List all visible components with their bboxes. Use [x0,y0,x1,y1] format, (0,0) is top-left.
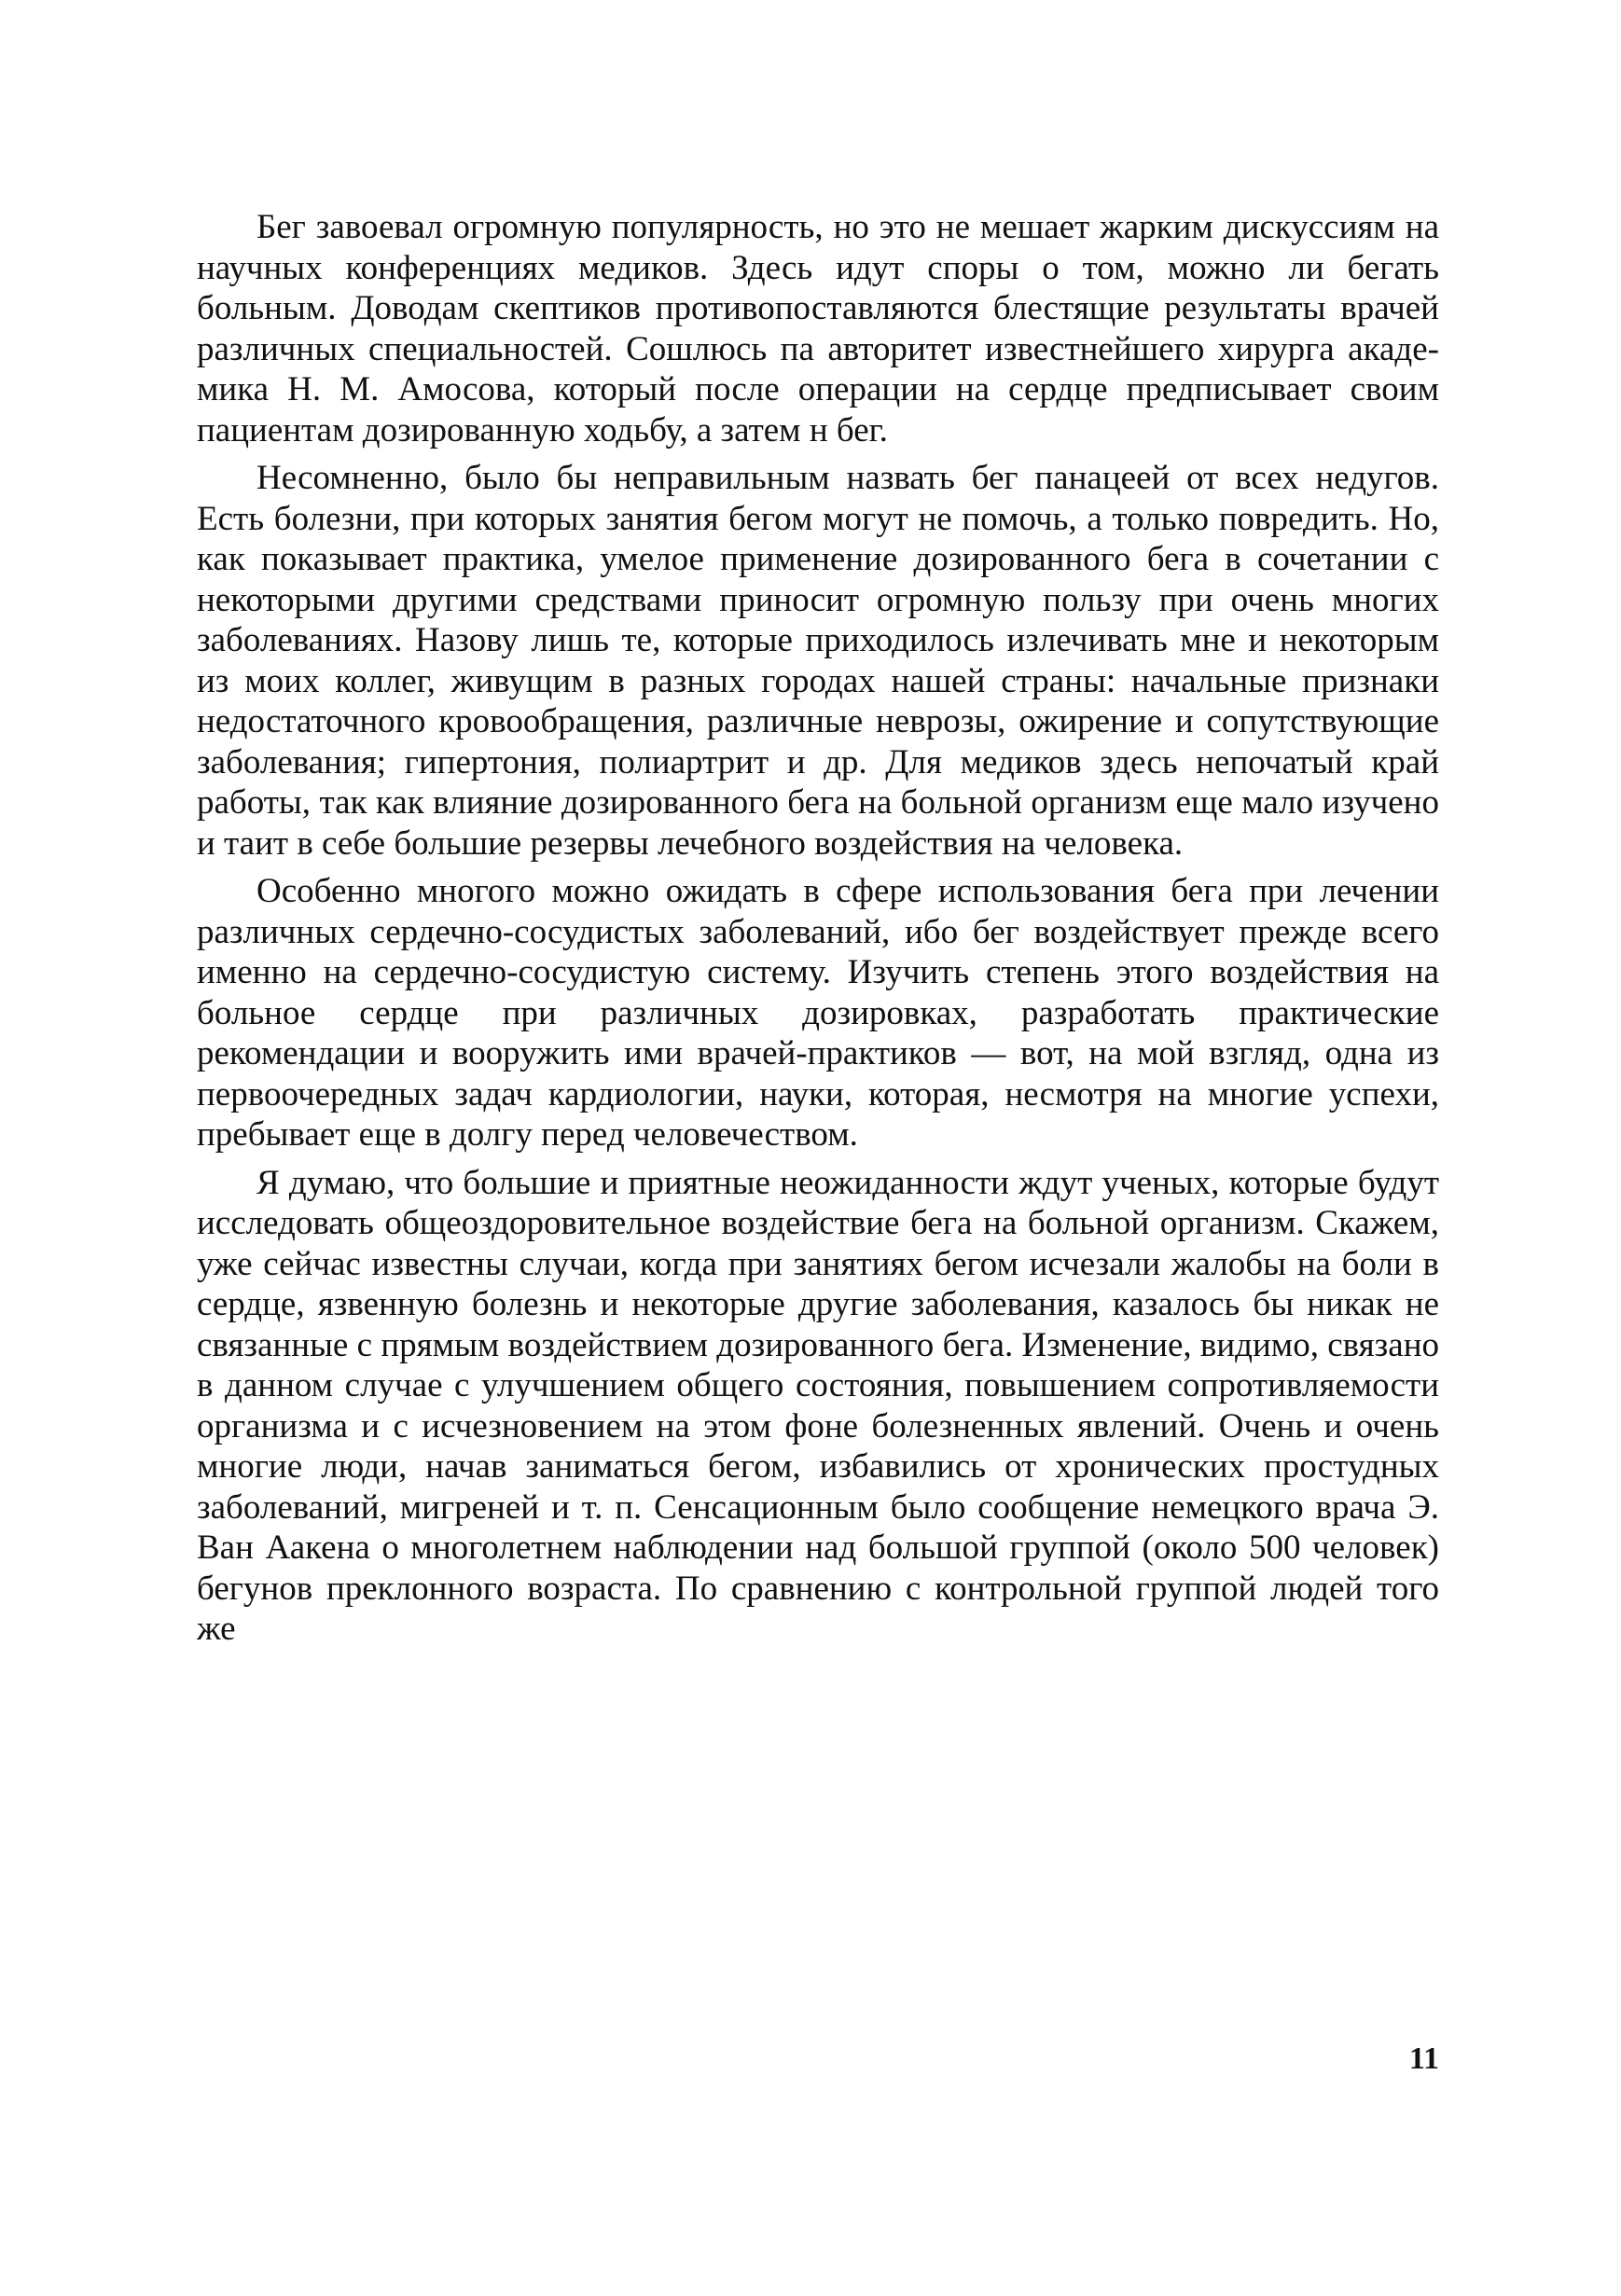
paragraph-2: Несомненно, было бы неправильным назвать бег панацеей от всех недугов. Есть болезни, при которых занятия бегом могут не помочь, а только повредить. Но, как показывает практика, умелое применение дозированного бега в сочетании с некоторыми другими средствами приносит огромную пользу при очень многих заболеваниях. Назову лишь те, которые приходилось излечивать мне и некоторым из моих коллег, живущим в разных городах нашей страны: начальные признаки недостаточного кровообращения, различные неврозы, ожирение и сопутствующие заболевания; гипертония, полиартрит и др. Для медиков здесь непочатый край работы, так как влияние дозированного бега на больной организм еще мало изучено и таит в себе большие резервы лечебного воздействия на человека. [197,459,1439,863]
paragraph-1: Бег завоевал огромную популярность, но это не мешает жарким дискуссиям на научных конференциях медиков. Здесь идут споры о том, можно ли бегать больным. Доводам скептиков противопоставляются блестящие результаты врачей различных специальностей. Сошлюсь па авторитет известнейшего хирурга академика Н. М. Амосова, который после операции на сердце предписывает своим пациентам дозированную ходьбу, а затем н бег. [197,208,1439,450]
paragraph-3: Особенно многого можно ожидать в сфере использования бега при лечении различных сердечно-сосудистых заболеваний, ибо бег воздействует прежде всего именно на сердечно-сосудистую систему. Изучить степень этого воздействия на больное сердце при различных дозировках, разработать практические рекомендации и вооружить ими врачей-практиков — вот, на мой взгляд, одна из первоочередных задач кардиологии, науки, которая, несмотря на многие успехи, пребывает еще в долгу перед человечеством. [197,872,1439,1154]
page-number: 11 [1408,2041,1439,2076]
paragraph-4: Я думаю, что большие и приятные неожиданности ждут ученых, которые будут исследовать общеоздоровительное воздействие бега на больной организм. Скажем, уже сейчас известны случаи, когда при занятиях бегом исчезали жалобы на боли в сердце, язвенную болезнь и некоторые другие заболевания, казалось бы никак не связанные с прямым воздействием дозированного бега. Изменение, видимо, связано в данном случае с улучшением общего состояния, повышением сопротивляемости организма и с исчезновением на этом фоне болезненных явлений. Очень и очень многие люди, начав заниматься бегом, избавились от хронических простудных заболеваний, мигреней и т. п. Сенсационным было сообщение немецкого врача Э. Ван Аакена о многолетнем наблюдении над большой группой (около 500 человек) бегунов преклонного возраста. По сравнению с контрольной группой людей того же [197,1163,1439,1648]
body-text [197,207,1439,1650]
